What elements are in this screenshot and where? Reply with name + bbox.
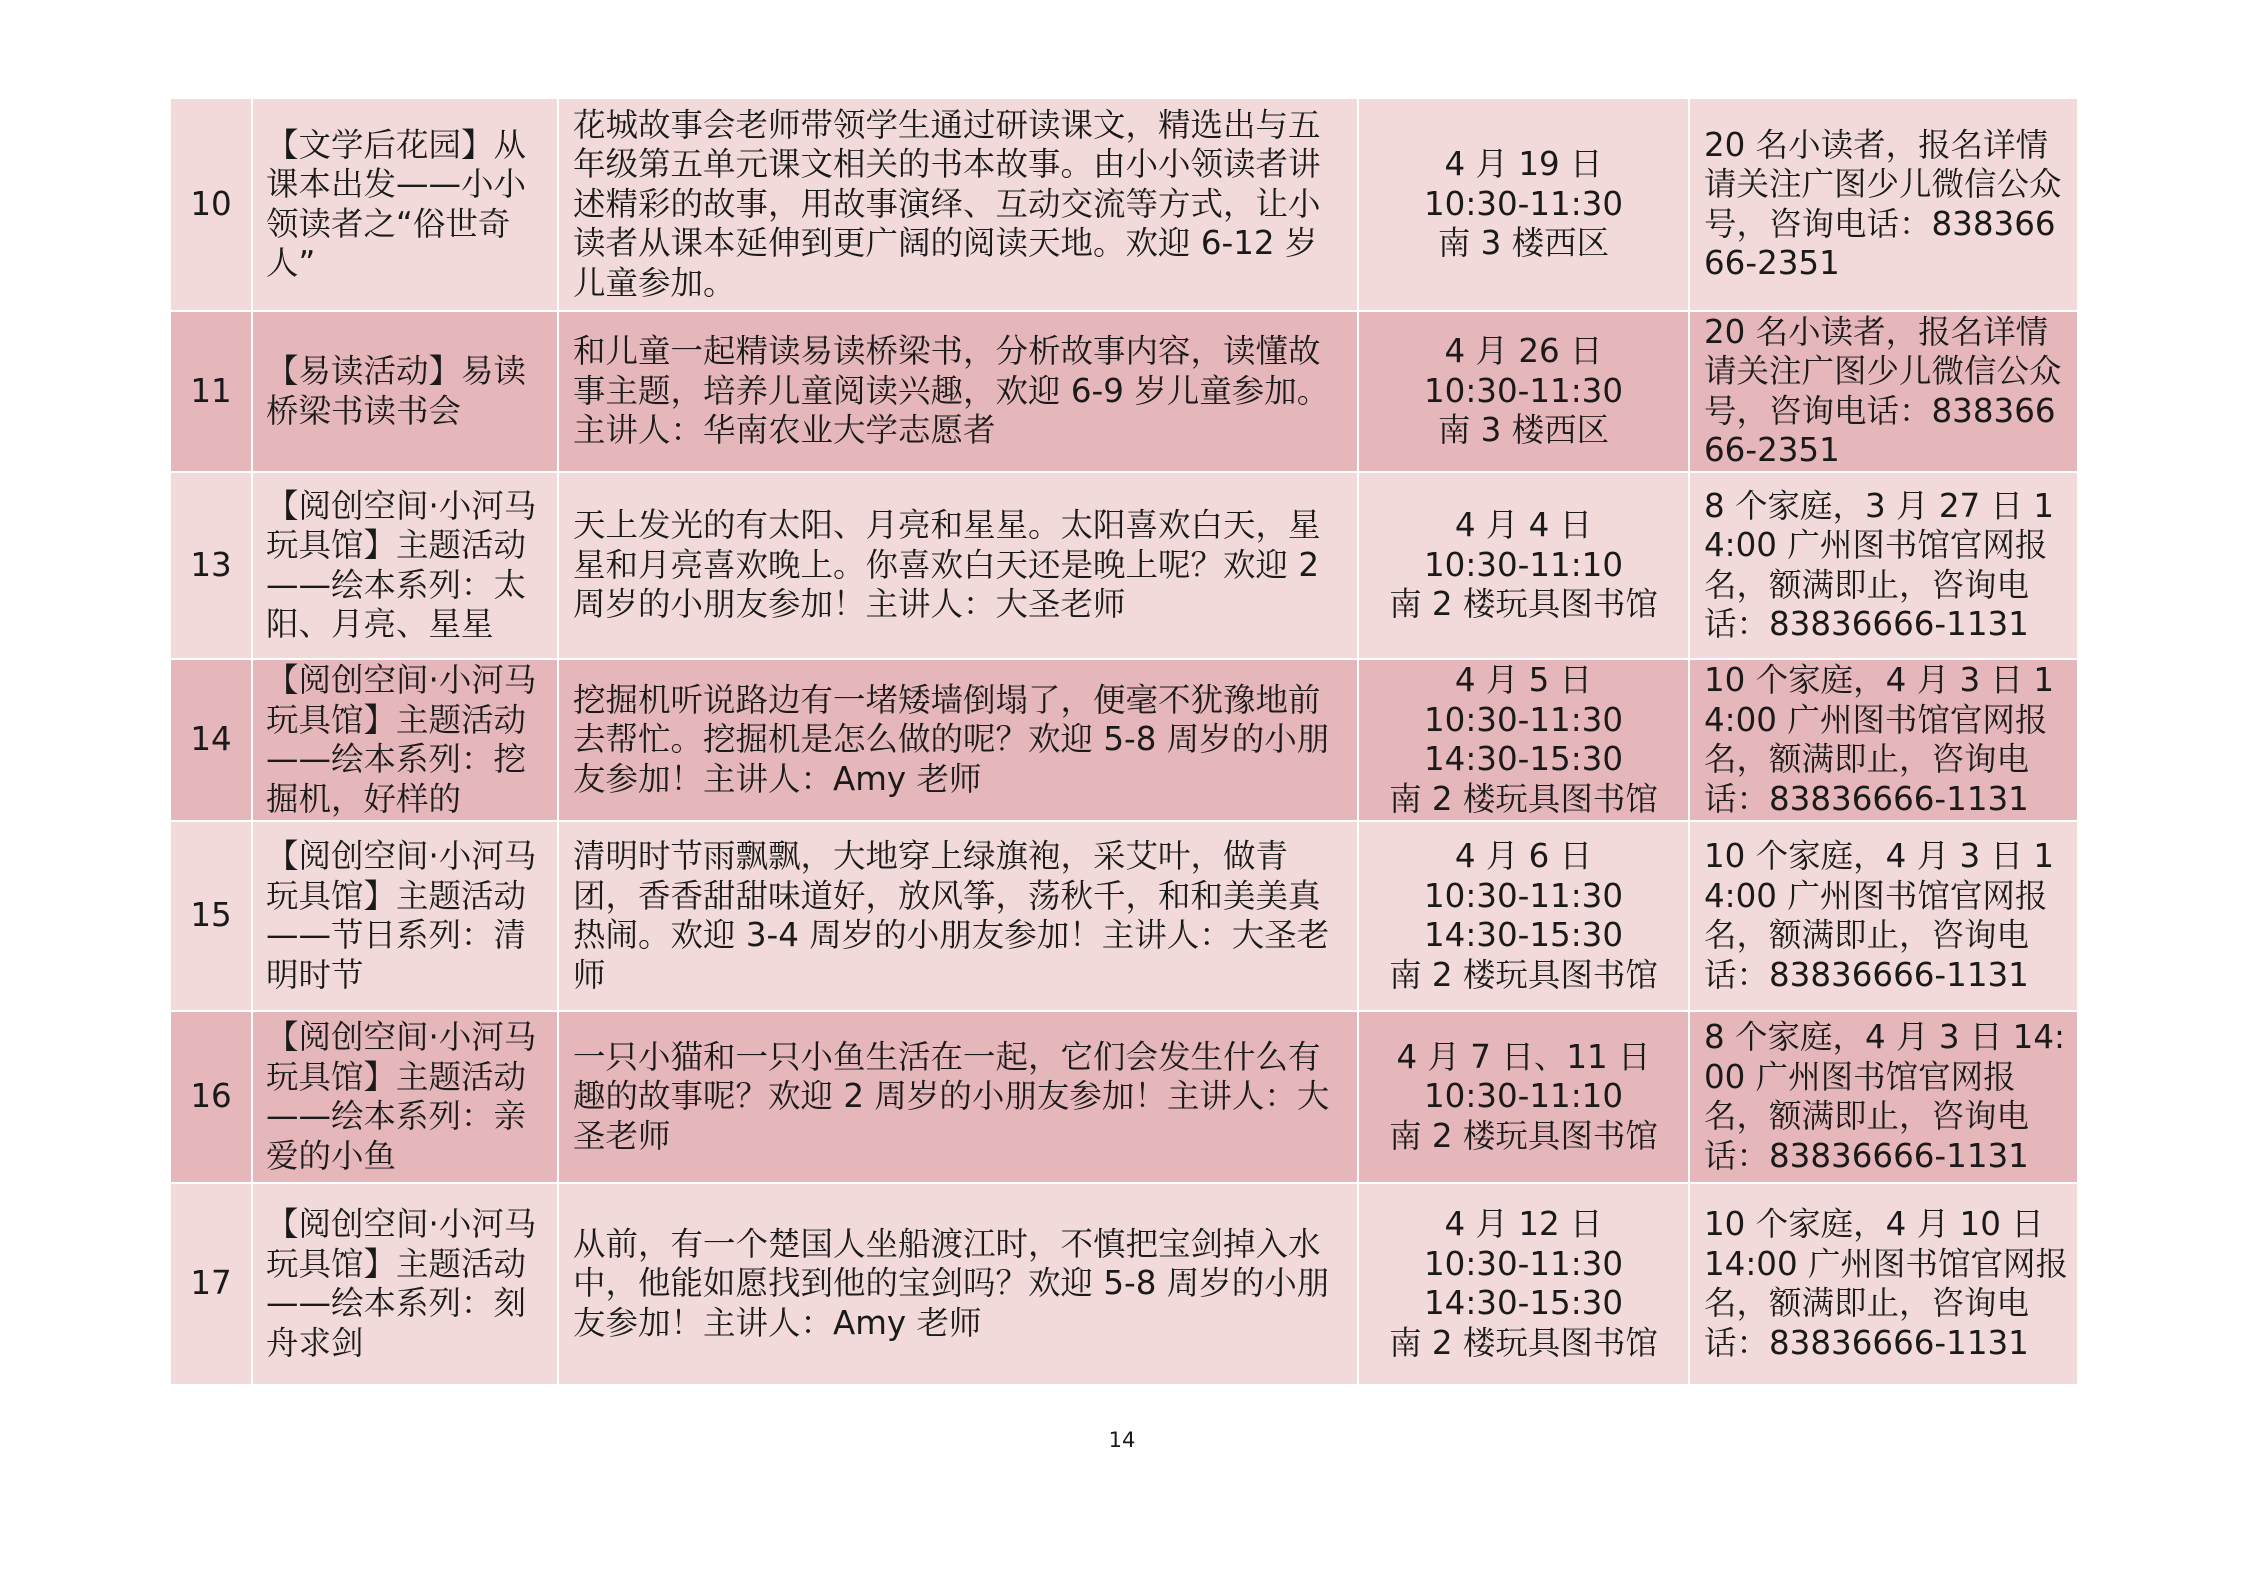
activity-time-venue [1358, 1011, 1689, 1183]
activity-title: 【阅创空间·小河马玩具馆】主题活动——绘本系列：太阳、月亮、星星 [252, 472, 558, 659]
activity-time: 10:30-11:30 [1423, 371, 1624, 410]
activity-description: 天上发光的有太阳、月亮和星星。太阳喜欢白天，星星和月亮喜欢晚上。你喜欢白天还是晚上呢？欢迎 2 周岁的小朋友参加！主讲人：大圣老师 [558, 472, 1358, 659]
activity-title: 【阅创空间·小河马玩具馆】主题活动——节日系列：清明时节 [252, 821, 558, 1011]
activity-venue: 南 3 楼西区 [1437, 224, 1610, 263]
activity-time-2: 14:30-15:30 [1423, 1284, 1624, 1322]
table-row [170, 821, 2078, 1011]
activity-description: 和儿童一起精读易读桥梁书，分析故事内容，读懂故事主题，培养儿童阅读兴趣，欢迎 6-9 岁儿童参加。主讲人：华南农业大学志愿者 [558, 311, 1358, 472]
activity-time-venue [1358, 1183, 1689, 1385]
table-row [170, 1183, 2078, 1385]
row-number: 17 [170, 1183, 252, 1385]
activity-time-venue [1358, 98, 1689, 311]
table-row [170, 472, 2078, 659]
activity-description: 一只小猫和一只小鱼生活在一起，它们会发生什么有趣的故事呢？欢迎 2 周岁的小朋友参加！主讲人：大圣老师 [558, 1011, 1358, 1183]
activity-description: 从前，有一个楚国人坐船渡江时，不慎把宝剑掉入水中，他能如愿找到他的宝剑吗？欢迎 5-8 周岁的小朋友参加！主讲人：Amy 老师 [558, 1183, 1358, 1385]
table-row [170, 311, 2078, 472]
activity-time: 10:30-11:10 [1423, 1077, 1624, 1116]
activity-time-2: 14:30-15:30 [1423, 916, 1624, 954]
activity-time: 10:30-11:10 [1423, 545, 1624, 584]
activity-venue: 南 2 楼玩具图书馆 [1389, 1323, 1658, 1362]
activity-description: 花城故事会老师带领学生通过研读课文，精选出与五年级第五单元课文相关的书本故事。由小小领读者讲述精彩的故事，用故事演绎、互动交流等方式，让小读者从课本延伸到更广阔的阅读天地。欢迎 6-12 岁儿童参加。 [558, 98, 1358, 311]
registration-info: 10 个家庭，4 月 3 日 14:00 广州图书馆官网报名，额满即止，咨询电话：83836666-1131 [1689, 659, 2078, 821]
activity-title: 【阅创空间·小河马玩具馆】主题活动——绘本系列：亲爱的小鱼 [252, 1011, 558, 1183]
activity-venue: 南 2 楼玩具图书馆 [1389, 1116, 1658, 1155]
activity-time-venue [1358, 311, 1689, 472]
activity-title: 【阅创空间·小河马玩具馆】主题活动——绘本系列：挖掘机，好样的 [252, 659, 558, 821]
activity-time: 10:30-11:30 [1423, 184, 1624, 223]
activity-venue: 南 3 楼西区 [1437, 411, 1610, 450]
row-number: 14 [170, 659, 252, 821]
registration-info: 20 名小读者，报名详情请关注广图少儿微信公众号，咨询电话：83836666-2351 [1689, 98, 2078, 311]
registration-info: 10 个家庭，4 月 10 日 14:00 广州图书馆官网报名，额满即止，咨询电话：83836666-1131 [1689, 1183, 2078, 1385]
activity-description: 挖掘机听说路边有一堵矮墙倒塌了，便毫不犹豫地前去帮忙。挖掘机是怎么做的呢？欢迎 5-8 周岁的小朋友参加！主讲人：Amy 老师 [558, 659, 1358, 821]
page-number: 14 [1108, 1428, 1136, 1452]
table-row [170, 98, 2078, 311]
activity-time-venue [1358, 821, 1689, 1011]
activity-description: 清明时节雨飘飘，大地穿上绿旗袍，采艾叶，做青团，香香甜甜味道好，放风筝，荡秋千，和和美美真热闹。欢迎 3-4 周岁的小朋友参加！主讲人：大圣老师 [558, 821, 1358, 1011]
activity-date: 4 月 26 日 [1444, 332, 1603, 371]
activity-venue: 南 2 楼玩具图书馆 [1389, 779, 1658, 818]
registration-info: 8 个家庭，3 月 27 日 14:00 广州图书馆官网报名，额满即止，咨询电话：83836666-1131 [1689, 472, 2078, 659]
row-number: 15 [170, 821, 252, 1011]
registration-info: 10 个家庭，4 月 3 日 14:00 广州图书馆官网报名，额满即止，咨询电话：83836666-1131 [1689, 821, 2078, 1011]
activity-date: 4 月 5 日 [1454, 661, 1593, 699]
activity-time: 10:30-11:30 [1423, 876, 1624, 915]
activity-title: 【易读活动】易读桥梁书读书会 [252, 311, 558, 472]
row-number: 11 [170, 311, 252, 472]
activity-time-venue [1358, 659, 1689, 821]
activity-title: 【阅创空间·小河马玩具馆】主题活动——绘本系列：刻舟求剑 [252, 1183, 558, 1385]
activity-time-venue [1358, 472, 1689, 659]
registration-info: 20 名小读者，报名详情请关注广图少儿微信公众号，咨询电话：83836666-2351 [1689, 311, 2078, 472]
activity-date: 4 月 12 日 [1444, 1205, 1603, 1243]
activity-time: 10:30-11:30 [1423, 700, 1624, 739]
activity-venue: 南 2 楼玩具图书馆 [1389, 955, 1658, 994]
activity-date: 4 月 4 日 [1454, 506, 1593, 545]
activity-title: 【文学后花园】从课本出发——小小领读者之“俗世奇人” [252, 98, 558, 311]
table-row [170, 659, 2078, 821]
table-row [170, 1011, 2078, 1183]
activity-time-2: 14:30-15:30 [1423, 740, 1624, 778]
activity-venue: 南 2 楼玩具图书馆 [1389, 585, 1658, 624]
registration-info: 8 个家庭，4 月 3 日 14:00 广州图书馆官网报名，额满即止，咨询电话：83836666-1131 [1689, 1011, 2078, 1183]
activity-time: 10:30-11:30 [1423, 1244, 1624, 1283]
activity-date: 4 月 19 日 [1444, 145, 1603, 184]
row-number: 10 [170, 98, 252, 311]
activity-schedule-table [169, 97, 2079, 1386]
activity-date: 4 月 6 日 [1454, 837, 1593, 875]
row-number: 16 [170, 1011, 252, 1183]
activity-date: 4 月 7 日、11 日 [1396, 1037, 1651, 1076]
row-number: 13 [170, 472, 252, 659]
